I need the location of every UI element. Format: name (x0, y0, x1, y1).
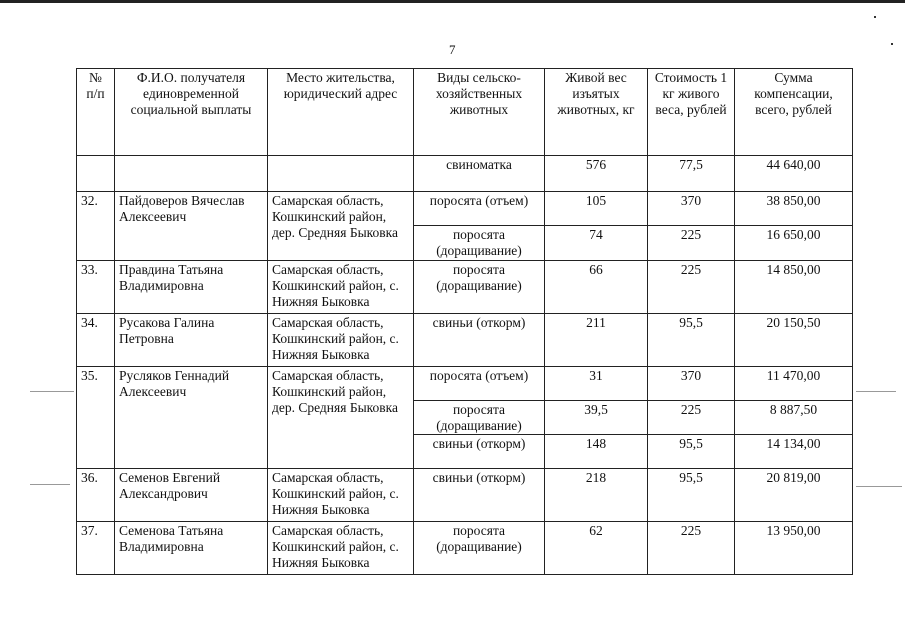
weight-cell: 105 (545, 192, 648, 226)
weight-cell: 74 (545, 226, 648, 261)
address-cell: Самарская область, Кошкинский район, дер. Средняя Быковка (268, 367, 414, 469)
animal-type-cell: поросята (отъем) (414, 367, 545, 401)
row-number-cell: 36. (77, 469, 115, 522)
header-live-weight: Живой вес изъятых животных, кг (545, 69, 648, 156)
table-row (77, 156, 853, 192)
total-cell: 8 887,50 (735, 401, 853, 435)
page-number: 7 (449, 42, 456, 57)
weight-cell: 211 (545, 314, 648, 367)
weight-cell: 576 (545, 156, 648, 192)
weight-cell: 39,5 (545, 401, 648, 435)
row-number-cell (77, 156, 115, 192)
table-row (77, 261, 853, 314)
table-header-row (77, 69, 853, 156)
animal-type-cell: свиноматка (414, 156, 545, 192)
row-number-cell: 32. (77, 192, 115, 261)
header-animal-type: Виды сельско-хозяйственных животных (414, 69, 545, 156)
recipient-cell: Русляков Геннадий Алексеевич (115, 367, 268, 469)
price-cell: 95,5 (648, 435, 735, 469)
price-cell: 225 (648, 261, 735, 314)
table-row (77, 192, 853, 226)
price-cell: 95,5 (648, 314, 735, 367)
animal-type-cell: поросята (отъем) (414, 192, 545, 226)
header-address: Место жительства, юридический адрес (268, 69, 414, 156)
weight-cell: 218 (545, 469, 648, 522)
table-row (77, 314, 853, 367)
row-number-cell: 34. (77, 314, 115, 367)
recipient-cell: Пайдоверов Вячеслав Алексеевич (115, 192, 268, 261)
animal-type-cell: свиньи (откорм) (414, 435, 545, 469)
weight-cell: 62 (545, 522, 648, 575)
price-cell: 225 (648, 401, 735, 435)
total-cell: 13 950,00 (735, 522, 853, 575)
address-cell: Самарская область, Кошкинский район, с. Нижняя Быковка (268, 314, 414, 367)
weight-cell: 148 (545, 435, 648, 469)
price-cell: 225 (648, 226, 735, 261)
recipient-cell: Русакова Галина Петровна (115, 314, 268, 367)
animal-type-cell: поросята (доращивание) (414, 522, 545, 575)
price-cell: 370 (648, 192, 735, 226)
table-row (77, 469, 853, 522)
animal-type-cell: свиньи (откорм) (414, 314, 545, 367)
scan-top-edge (0, 0, 905, 3)
price-cell: 225 (648, 522, 735, 575)
address-cell: Самарская область, Кошкинский район, дер. Средняя Быковка (268, 192, 414, 261)
recipient-cell: Правдина Татьяна Владимировна (115, 261, 268, 314)
total-cell: 11 470,00 (735, 367, 853, 401)
table-row (77, 367, 853, 401)
total-cell: 20 819,00 (735, 469, 853, 522)
address-cell: Самарская область, Кошкинский район, с. Нижняя Быковка (268, 522, 414, 575)
table-row (77, 522, 853, 575)
scan-speck (874, 16, 876, 18)
animal-type-cell: поросята (доращивание) (414, 261, 545, 314)
header-recipient: Ф.И.О. получателя единовременной социальной выплаты (115, 69, 268, 156)
animal-type-cell: свиньи (откорм) (414, 469, 545, 522)
price-cell: 77,5 (648, 156, 735, 192)
header-number: № п/п (77, 69, 115, 156)
weight-cell: 66 (545, 261, 648, 314)
weight-cell: 31 (545, 367, 648, 401)
recipient-cell: Семенов Евгений Александрович (115, 469, 268, 522)
recipient-cell (115, 156, 268, 192)
total-cell: 16 650,00 (735, 226, 853, 261)
address-cell: Самарская область, Кошкинский район, с. Нижняя Быковка (268, 261, 414, 314)
scan-speck (891, 43, 893, 45)
total-cell: 14 850,00 (735, 261, 853, 314)
price-cell: 370 (648, 367, 735, 401)
row-number-cell: 37. (77, 522, 115, 575)
compensation-table (76, 68, 853, 575)
address-cell: Самарская область, Кошкинский район, с. Нижняя Быковка (268, 469, 414, 522)
total-cell: 44 640,00 (735, 156, 853, 192)
total-cell: 14 134,00 (735, 435, 853, 469)
total-cell: 38 850,00 (735, 192, 853, 226)
total-cell: 20 150,50 (735, 314, 853, 367)
animal-type-cell: поросята (доращивание) (414, 401, 545, 435)
row-number-cell: 33. (77, 261, 115, 314)
header-price-per-kg: Стоимость 1 кг живого веса, рублей (648, 69, 735, 156)
row-number-cell: 35. (77, 367, 115, 469)
address-cell (268, 156, 414, 192)
price-cell: 95,5 (648, 469, 735, 522)
animal-type-cell: поросята (доращивание) (414, 226, 545, 261)
recipient-cell: Семенова Татьяна Владимировна (115, 522, 268, 575)
header-compensation-total: Сумма компенсации, всего, рублей (735, 69, 853, 156)
